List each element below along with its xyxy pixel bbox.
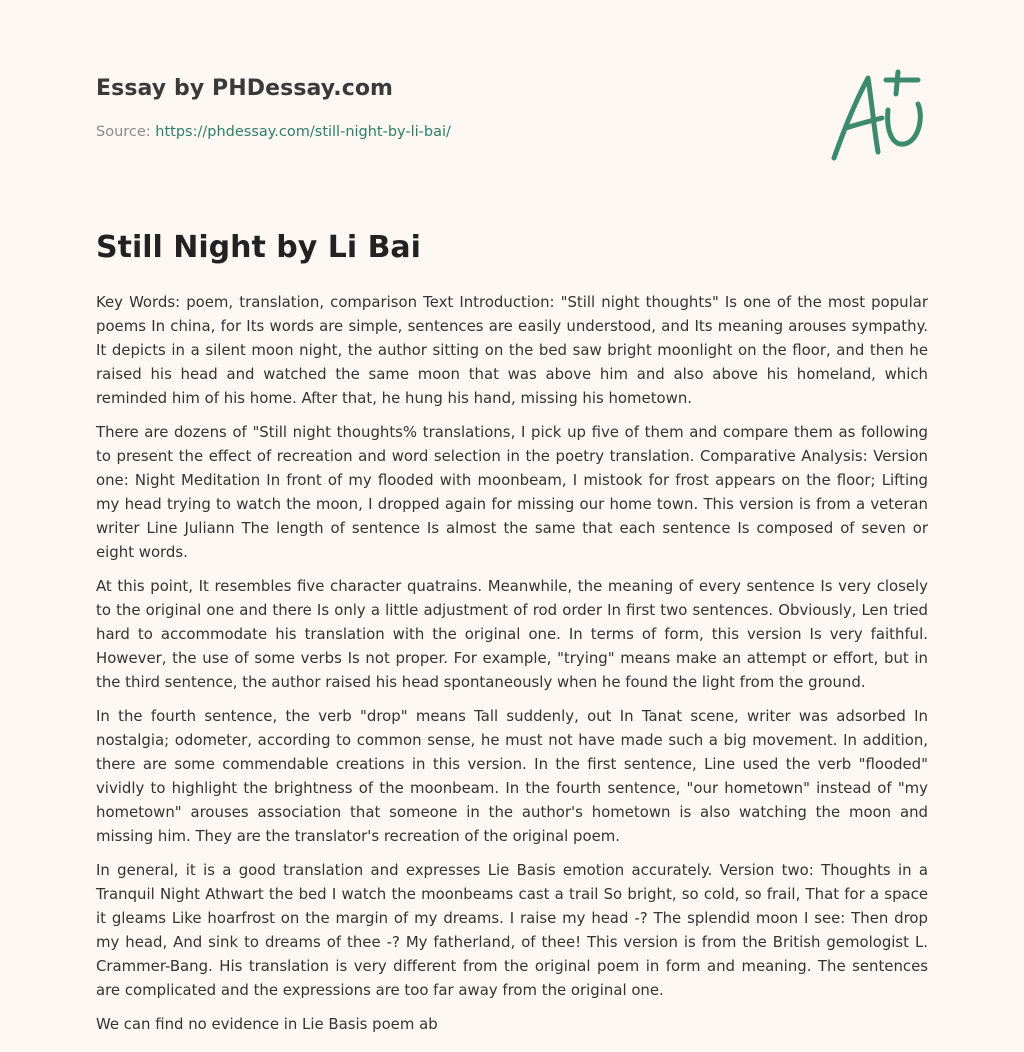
source-line: [96, 124, 451, 140]
essay-paragraph: In general, it is a good translation and expresses Lie Basis emotion accurately. Version two: Thoughts in a Tranquil Night Athwart the bed I watch the moonbeams cast a trail So bright, so cold, so frail, That for a space it gleams Like hoarfrost on the margin of my dreams. I raise my head -? The splendid moon I see: Then drop my head, And sink to dreams of thee -? My fatherland, of thee! This version is from the British gemologist L. Crammer-Bang. His translation is very different from the original poem in form and meaning. The sentences are complicated and the expressions are too far away from the original one.: [96, 861, 928, 999]
essay-paragraph: At this point, It resembles five character quatrains. Meanwhile, the meaning of every sentence Is very closely to the original one and there Is only a little adjustment of rod order In first two sentences. Obviously, Len tried hard to accommodate his translation with the original one. In terms of form, this version Is very faithful. However, the use of some verbs Is not proper. For example, "trying" means make an attempt or effort, but in the third sentence, the author raised his head spontaneously when he found the light from the ground.: [96, 577, 928, 691]
essay-paragraph: Key Words: poem, translation, comparison Text Introduction: "Still night thoughts" Is one of the most popular poems In china, for Its words are simple, sentences are easily understood, and Its meaning arouses sympathy. It depicts in a silent moon night, the author sitting on the bed saw bright moonlight on the floor, and then he raised his head and watched the same moon that was above him and also above his homeland, which reminded him of his home. After that, he hung his hand, missing his hometown.: [96, 293, 928, 407]
page-header: [96, 0, 928, 196]
essay-paragraph: There are dozens of "Still night thoughts% translations, I pick up five of them and compare them as following to present the effect of recreation and word selection in the poetry translation. Comparative Analysis: Version one: Night Meditation In front of my flooded with moonbeam, I mistook for frost appears on the floor; Lifting my head trying to watch the moon, I dropped again for missing our home town. This version is from a veteran writer Line Juliann The length of sentence Is almost the same that each sentence Is composed of seven or eight words.: [96, 423, 928, 561]
source-link[interactable]: https://phdessay.com/still-night-by-li-bai/: [155, 124, 451, 140]
a-plus-grade-icon: [828, 66, 928, 166]
essay-paragraph: We can find no evidence in Lie Basis poem ab: [96, 1015, 438, 1033]
essay-body: [96, 290, 928, 1036]
source-label: Source:: [96, 124, 156, 140]
essay-title: Still Night by Li Bai: [96, 230, 421, 265]
essay-paragraph: In the fourth sentence, the verb "drop" means Tall suddenly, out In Tanat scene, writer was adsorbed In nostalgia; odometer, according to common sense, he must not have made such a big movement. In addition, there are some commendable creations in this version. In the first sentence, Line used the verb "flooded" vividly to highlight the brightness of the moonbeam. In the fourth sentence, "our hometown" instead of "my hometown" arouses association that someone in the author's hometown is also watching the moon and missing him. They are the translator's recreation of the original poem.: [96, 707, 928, 845]
site-brand: Essay by PHDessay.com: [96, 76, 394, 101]
